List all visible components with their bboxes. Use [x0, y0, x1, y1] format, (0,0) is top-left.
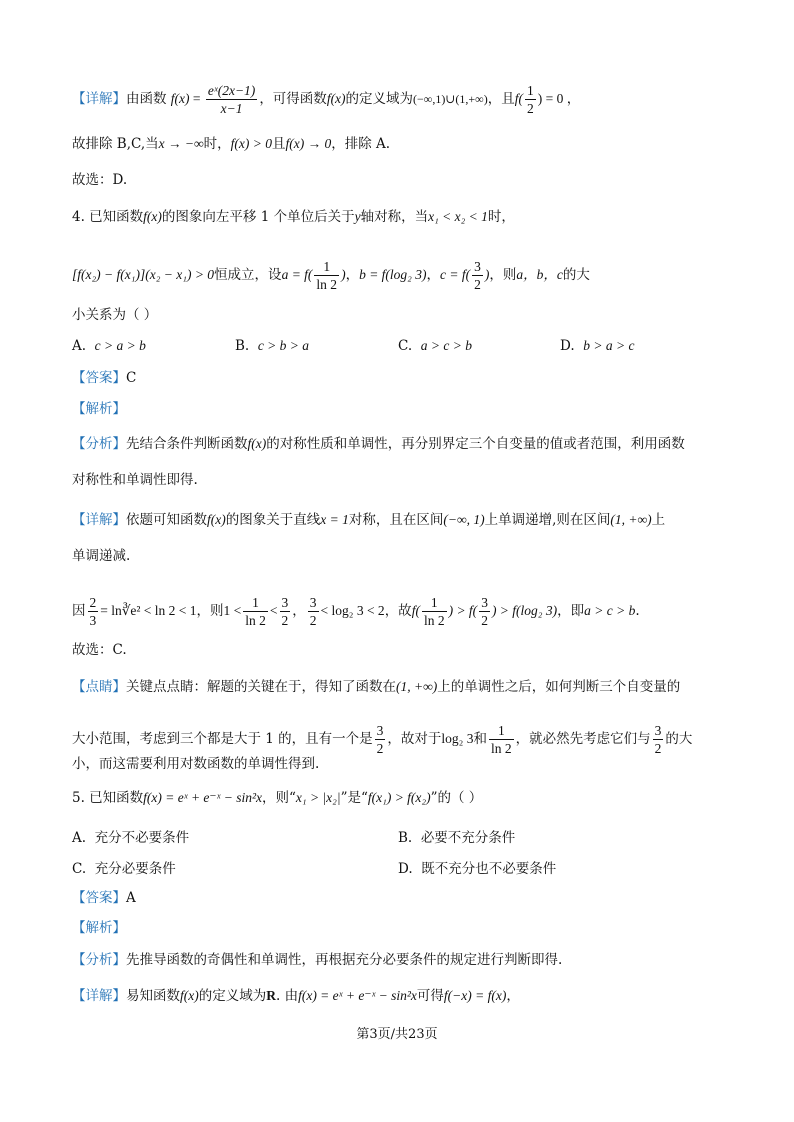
- q4-option-a[interactable]: [72, 338, 146, 354]
- section-tag: 【分析】: [72, 436, 126, 452]
- text-run: 的图象关于直线: [225, 512, 321, 528]
- text-run: log₂ 3: [441, 731, 474, 746]
- q4-stem-line3: 小关系为（ ）: [72, 307, 158, 323]
- text-run: ，排除 A.: [331, 136, 391, 152]
- text-run: b = f(log₂ 3): [359, 267, 427, 282]
- text-run: =: [189, 91, 204, 106]
- text-run: f(x): [207, 512, 226, 527]
- text-run: f(x): [143, 209, 162, 224]
- q4-answer: [72, 368, 734, 388]
- text-run: 恒成立，设: [214, 267, 282, 283]
- text-run: c > a > b: [94, 338, 146, 353]
- text-run: C.: [72, 861, 87, 877]
- text-run: 易知函数: [126, 988, 180, 1004]
- text-run: 上单调递增,则在区间: [484, 512, 611, 528]
- text-run: (1, +∞): [610, 512, 652, 527]
- text-run: 故排除 B,C,当: [72, 136, 159, 152]
- text-run: c > b > a: [257, 338, 310, 353]
- text-run: 2: [376, 741, 384, 756]
- fraction: [243, 594, 268, 629]
- q4-detail-line1: [72, 510, 734, 530]
- text-run: 可得: [416, 988, 444, 1004]
- text-run: 的定义域为: [345, 91, 414, 107]
- q4-dianjing-line2: [72, 722, 734, 757]
- text-run: 既不充分也不必要条件: [421, 861, 557, 877]
- text-run: A: [126, 890, 136, 906]
- text-run: ): [484, 267, 490, 282]
- text-run: C.: [398, 338, 413, 354]
- text-run: x−1: [220, 101, 243, 116]
- q5-stem: [72, 788, 734, 808]
- fraction: [314, 258, 339, 293]
- text-run: ，则: [489, 267, 517, 283]
- fraction: [489, 722, 514, 757]
- section-tag: 【详解】: [72, 512, 126, 528]
- q5-answer: [72, 888, 734, 908]
- text-run: f(: [411, 603, 420, 618]
- section-tag: 【详解】: [72, 988, 126, 1004]
- text-run: 大小范围，考虑到三个都是大于 1 的，且有一个是: [72, 731, 373, 747]
- q4-option-c[interactable]: [398, 338, 472, 354]
- text-run: 1: [314, 258, 339, 276]
- text-run: = ln∛e² < ln 2 < 1: [100, 603, 197, 618]
- text-run: 因: [72, 603, 86, 619]
- fraction: [422, 594, 447, 629]
- q4-fenxi-line2: 对称性和单调性即得.: [72, 472, 198, 488]
- text-run: 时，: [203, 136, 231, 152]
- text-run: 3: [89, 613, 97, 628]
- fraction: [653, 722, 664, 757]
- text-run: f(x): [326, 91, 346, 106]
- fraction: [88, 594, 99, 629]
- q4-option-d[interactable]: [560, 338, 634, 354]
- q4-dianjing-line1: [72, 677, 734, 697]
- text-run: 2: [481, 613, 488, 628]
- text-run: B.: [398, 830, 413, 846]
- text-run: ) > f(: [448, 603, 478, 618]
- q4-conclusion: 故选：C.: [72, 642, 127, 658]
- text-run: 上的单调性之后，如何判断三个自变量的: [437, 679, 681, 695]
- text-run: 充分不必要条件: [94, 830, 190, 846]
- text-run: A.: [72, 338, 87, 354]
- text-run: 2: [526, 101, 534, 116]
- section-tag: 【答案】: [72, 890, 126, 906]
- q5-option-b[interactable]: [398, 826, 515, 846]
- q4-detail-line2: 单调递减.: [72, 548, 131, 564]
- text-run: ，: [426, 267, 440, 283]
- text-run: f(x₁) > f(x₂): [367, 790, 431, 805]
- text-run: f(x): [170, 91, 190, 106]
- text-run: 关键点点睛：解题的关键在于，得知了函数在: [126, 679, 396, 695]
- text-run: ，故: [384, 603, 412, 619]
- q4-analysis-tag: [72, 399, 734, 419]
- text-run: (−∞,1)∪(1,+∞): [413, 92, 488, 106]
- text-run: 2: [89, 595, 97, 610]
- text-run: ln 2: [245, 613, 266, 628]
- q5-option-a[interactable]: [72, 826, 189, 846]
- text-run: 1: [422, 594, 447, 612]
- q3-conclusion: 故选：D.: [72, 172, 128, 188]
- text-run: ): [341, 267, 346, 282]
- text-run: (−∞, 1): [443, 512, 485, 527]
- q5-option-d[interactable]: [398, 857, 556, 877]
- text-run: B.: [235, 338, 250, 354]
- text-run: 的大: [665, 731, 693, 747]
- text-run: ) > f(log₂ 3): [491, 603, 558, 618]
- text-run: f(x): [247, 436, 267, 451]
- fraction: [206, 82, 257, 117]
- text-run: .: [635, 603, 640, 619]
- text-run: 2: [654, 741, 662, 756]
- text-run: 1: [489, 722, 514, 740]
- text-run: f(x) = eˣ + e⁻ˣ − sin²x: [143, 790, 263, 805]
- text-run: 2: [281, 613, 289, 628]
- q4-dianjing-line3: 小，而这需要利用对数函数的单调性得到.: [72, 756, 320, 772]
- text-run: R: [266, 988, 276, 1003]
- text-run: 1: [526, 83, 534, 98]
- text-run: 由函数: [126, 91, 167, 107]
- text-run: 3: [481, 595, 488, 610]
- text-run: ，即: [557, 603, 585, 619]
- text-run: 3: [474, 259, 481, 274]
- text-run: a = f(: [281, 267, 313, 282]
- text-run: 对称，且在区间: [348, 512, 444, 528]
- text-run: 1 <: [223, 603, 242, 618]
- text-run: ，且: [487, 91, 515, 107]
- text-run: 3: [654, 723, 662, 738]
- text-run: D.: [398, 861, 413, 877]
- text-run: y: [354, 209, 361, 224]
- text-run: x → −∞: [158, 136, 204, 151]
- text-run: A.: [72, 830, 87, 846]
- text-run: c = f(: [439, 267, 471, 282]
- q3-detail-line1: [72, 82, 734, 117]
- text-run: 上: [651, 512, 666, 528]
- text-run: ，则“: [262, 790, 296, 806]
- text-run: f(x) = eˣ + e⁻ˣ − sin²x: [298, 988, 417, 1003]
- text-run: 4. 已知函数: [72, 209, 144, 225]
- text-run: ln 2: [491, 741, 512, 756]
- text-run: x = 1: [320, 512, 349, 527]
- text-run: 2: [309, 613, 317, 628]
- q5-option-c[interactable]: [72, 857, 176, 877]
- text-run: f(x): [180, 988, 199, 1003]
- section-tag: 【解析】: [72, 401, 126, 417]
- text-run: 1: [243, 594, 268, 612]
- text-run: ，则: [196, 603, 224, 619]
- q4-stem-line2: [72, 258, 734, 293]
- text-run: [f(x₂) − f(x₁)](x₂ − x₁) > 0: [72, 267, 215, 282]
- page-footer: 第3页/共23页: [356, 1027, 438, 1042]
- section-tag: 【解析】: [72, 920, 126, 936]
- text-run: 先推导函数的奇偶性和单调性，再根据充分必要条件的规定进行判断即得.: [126, 952, 563, 968]
- q4-stem-line1: [72, 207, 734, 227]
- text-run: ”的（ ）: [430, 790, 483, 806]
- text-run: ) = 0 ，: [537, 91, 581, 106]
- fraction: [472, 258, 483, 293]
- text-run: 和: [473, 731, 488, 747]
- text-run: a > c > b: [420, 338, 472, 353]
- q3-detail-line2: [72, 134, 734, 154]
- text-run: 的图象向左平移 1 个单位后关于: [161, 209, 355, 225]
- text-run: ，: [506, 988, 520, 1004]
- text-run: 轴对称，当: [360, 209, 429, 225]
- text-run: 3: [309, 595, 317, 610]
- text-run: 时，: [487, 209, 515, 225]
- text-run: 的对称性质和单调性，再分别界定三个自变量的值或者范围，利用函数: [266, 436, 685, 452]
- text-run: eˣ(2x−1): [207, 83, 256, 98]
- text-run: f(: [514, 91, 523, 106]
- fraction: [375, 722, 386, 757]
- text-run: a > c > b: [584, 603, 636, 618]
- text-run: ln 2: [316, 277, 338, 292]
- text-run: ”是“: [340, 790, 368, 806]
- q5-analysis-tag: [72, 918, 734, 938]
- section-tag: 【分析】: [72, 952, 126, 968]
- text-run: < log₂ 3 < 2: [320, 603, 385, 618]
- text-run: 2: [474, 277, 481, 292]
- text-run: (1, +∞): [396, 679, 438, 694]
- text-run: 的定义域为: [198, 988, 267, 1004]
- text-run: 的大: [562, 267, 590, 283]
- q4-option-b[interactable]: [235, 338, 309, 354]
- text-run: f(−x) = f(x): [443, 988, 507, 1003]
- text-run: 依题可知函数: [126, 512, 207, 528]
- text-run: <: [269, 603, 278, 618]
- text-run: 3: [376, 723, 384, 738]
- text-run: x₁ > |x₂|: [295, 790, 341, 805]
- text-run: ln 2: [423, 613, 445, 628]
- text-run: f(x) → 0: [285, 136, 332, 151]
- section-tag: 【答案】: [72, 370, 126, 386]
- text-run: 充分必要条件: [94, 861, 176, 877]
- text-run: 且: [271, 136, 286, 152]
- text-run: x₁ < x₂ < 1: [428, 209, 488, 224]
- text-run: ，故对于: [387, 731, 442, 747]
- detail-tag: 【详解】: [72, 91, 126, 107]
- text-run: ，就必然先考虑它们与: [515, 731, 651, 747]
- fraction: [525, 82, 536, 117]
- text-run: ，: [292, 603, 306, 619]
- fraction: [280, 594, 291, 629]
- fraction: [479, 594, 490, 629]
- q5-fenxi: [72, 950, 734, 970]
- text-run: . 由: [275, 988, 299, 1004]
- text-run: 5. 已知函数: [72, 790, 144, 806]
- text-run: 先结合条件判断函数: [126, 436, 248, 452]
- text-run: f(x) > 0: [230, 136, 272, 151]
- q4-fenxi-line1: [72, 434, 734, 454]
- text-run: C: [126, 370, 137, 386]
- text-run: b > a > c: [583, 338, 635, 353]
- text-run: D.: [560, 338, 575, 354]
- fraction: [308, 594, 319, 629]
- section-tag: 【点睛】: [72, 679, 126, 695]
- q5-detail: [72, 986, 734, 1006]
- text-run: 必要不充分条件: [420, 830, 516, 846]
- text-run: ，可得函数: [259, 91, 327, 107]
- text-run: a，b，c: [516, 267, 563, 282]
- text-run: ，: [345, 267, 360, 283]
- text-run: 3: [281, 595, 289, 610]
- q4-detail-line3: [72, 594, 734, 629]
